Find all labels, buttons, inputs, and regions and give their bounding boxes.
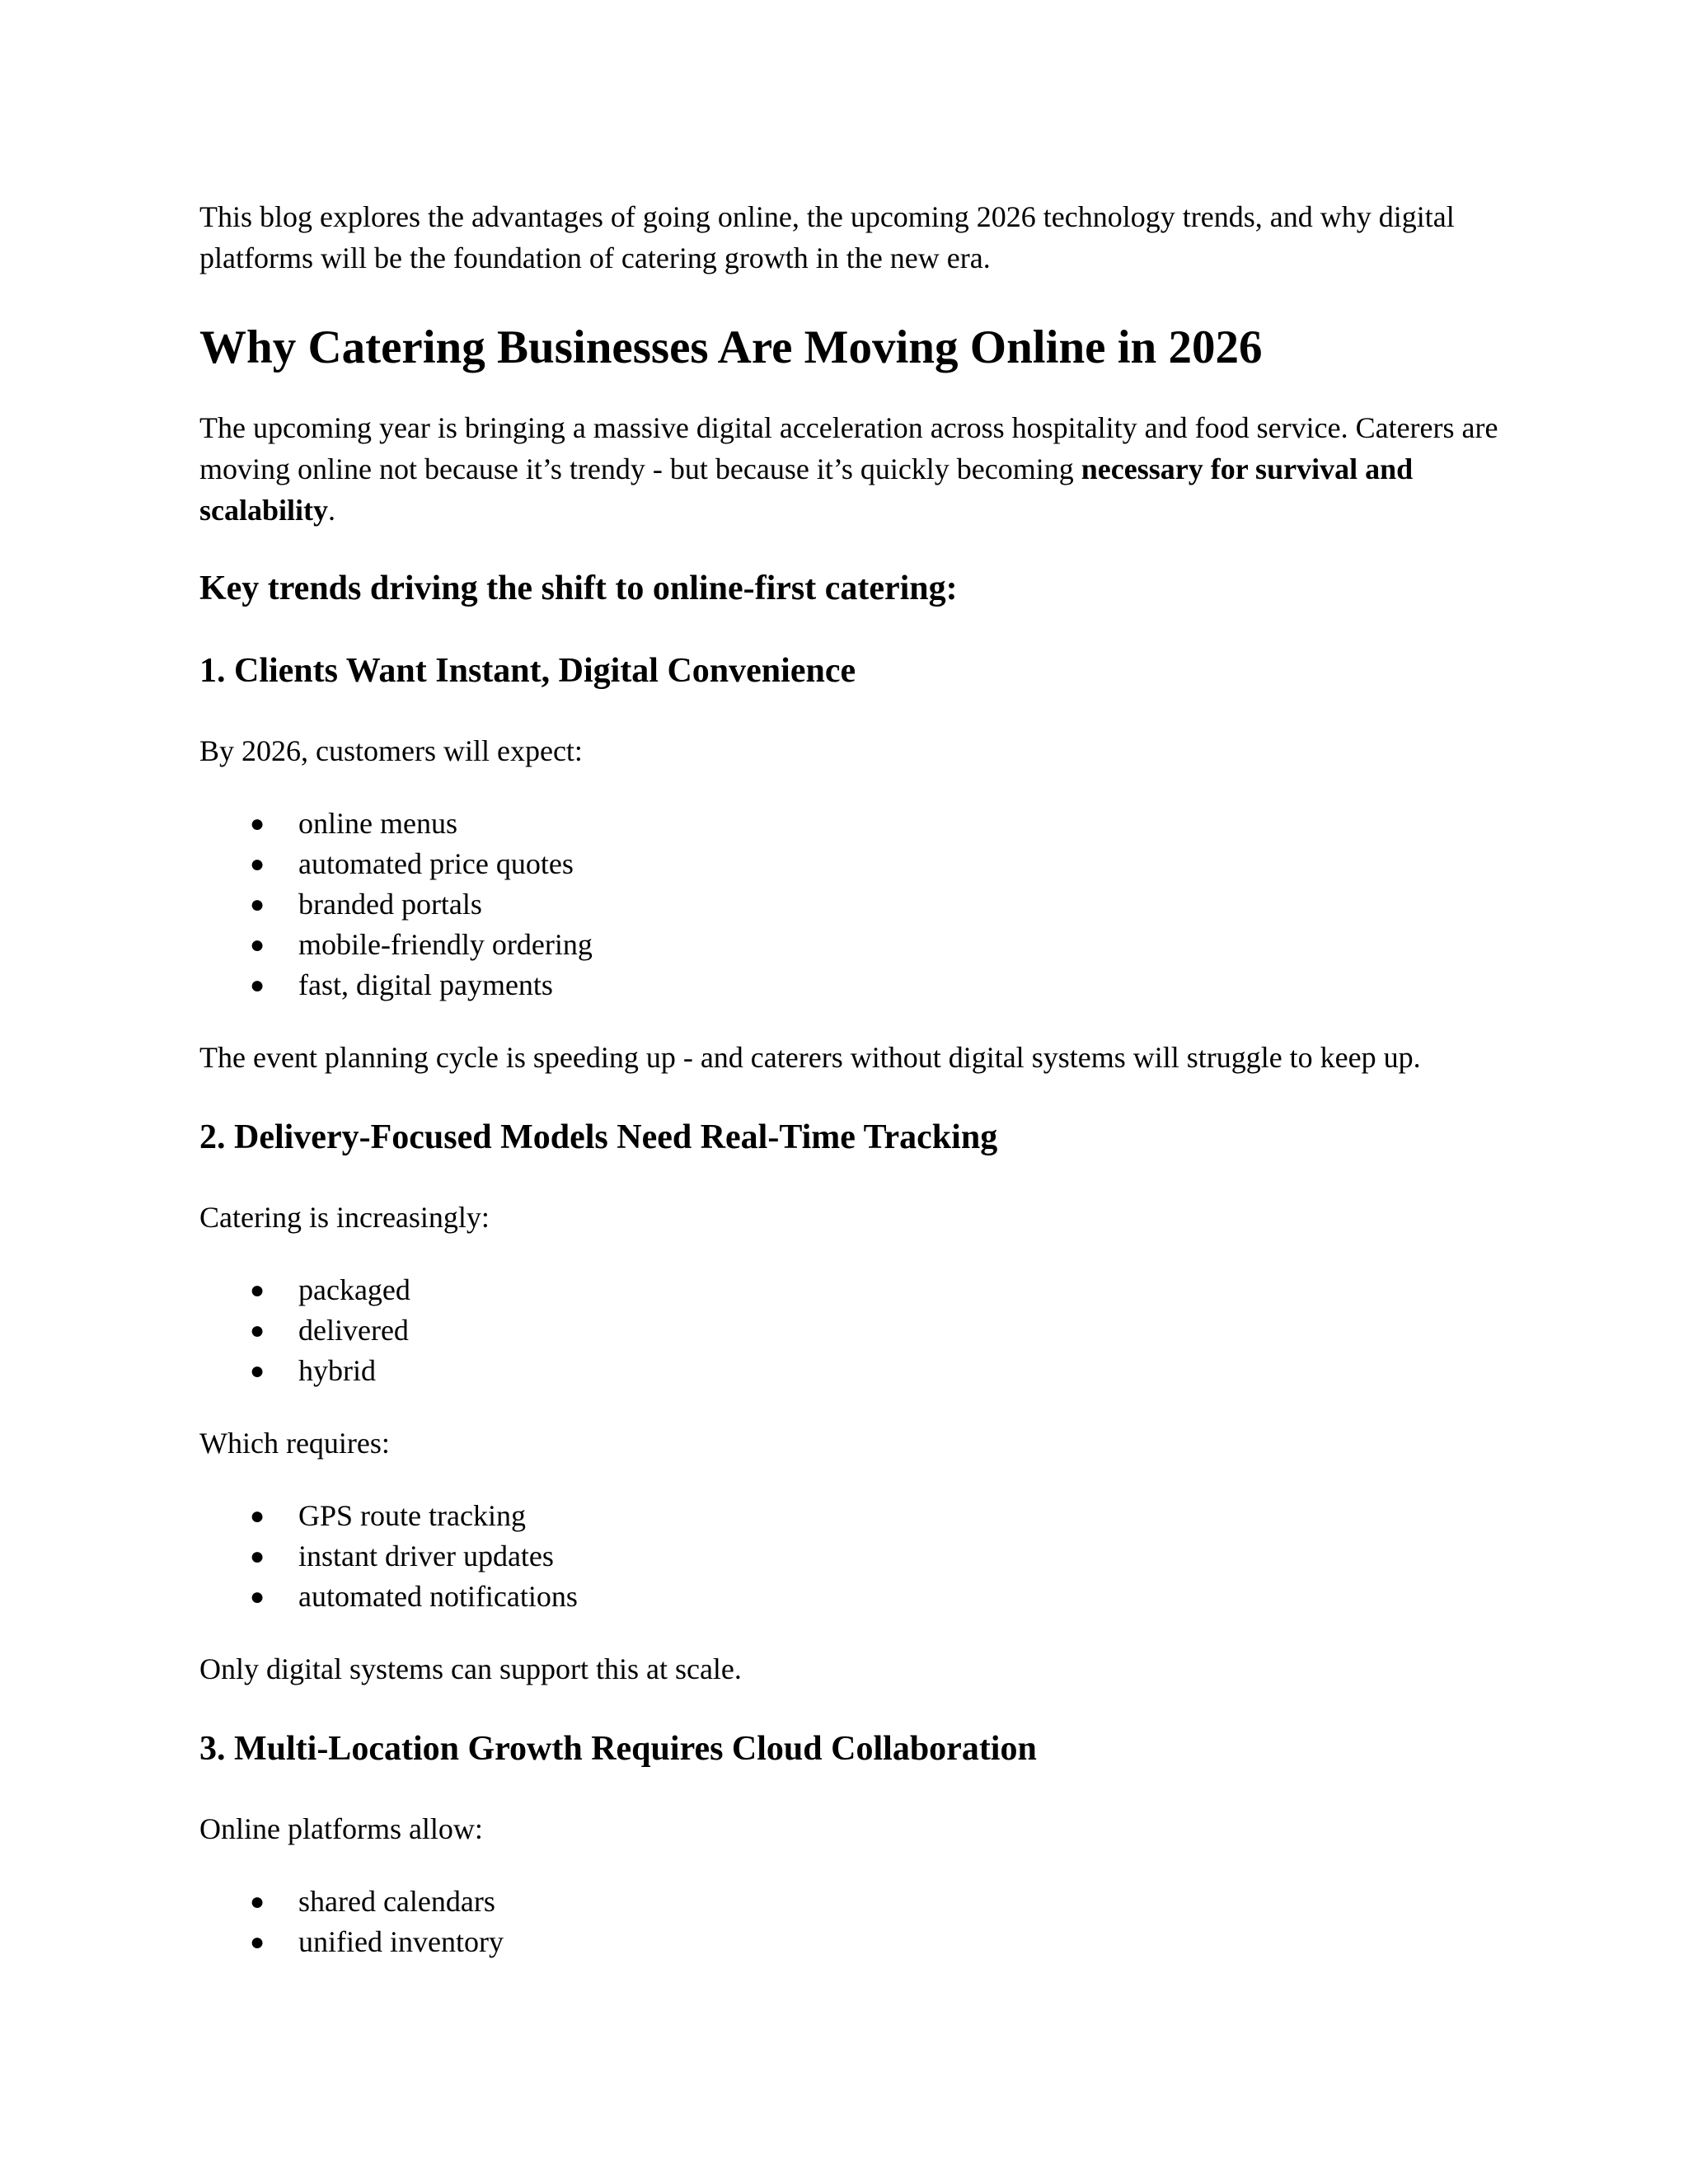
list-item (199, 1882, 1502, 1922)
list-item (199, 884, 1502, 925)
list-item (199, 965, 1502, 1005)
bullet-icon: ● (250, 1929, 265, 1956)
intro-paragraph: This blog explores the advantages of going online, the upcoming 2026 technology trends, and why digital platforms will be the foundation of catering growth in the new era. (199, 200, 1455, 274)
trend1-heading: 1. Clients Want Instant, Digital Convenience (199, 652, 856, 690)
list-item (199, 1577, 1502, 1617)
list-item-text: delivered (298, 1314, 409, 1347)
key-trends-heading: Key trends driving the shift to online-first catering: (199, 569, 958, 607)
section-paragraph (199, 407, 1502, 531)
list-item-text: automated notifications (298, 1580, 578, 1613)
bullet-icon: ● (250, 931, 265, 958)
trend3-list (199, 1882, 1502, 1962)
bullet-icon: ● (250, 972, 265, 999)
list-item-text: instant driver updates (298, 1540, 554, 1572)
trend1-closing: The event planning cycle is speeding up - and caterers without digital systems will struggle to keep up. (199, 1041, 1421, 1074)
list-item-text: hybrid (298, 1354, 376, 1387)
list-item (199, 1536, 1502, 1577)
list-item (199, 1310, 1502, 1351)
bullet-icon: ● (250, 1502, 265, 1530)
section-paragraph-bold: necessary for survival and scalability (199, 452, 1414, 527)
bullet-icon: ● (250, 1888, 265, 1915)
section-heading: Why Catering Businesses Are Moving Online in 2026 (199, 321, 1263, 373)
trend1-lead: By 2026, customers will expect: (199, 734, 583, 767)
trend2-heading: 2. Delivery-Focused Models Need Real-Time Tracking (199, 1118, 998, 1156)
list-item-text: shared calendars (298, 1885, 495, 1918)
list-item-text: fast, digital payments (298, 968, 553, 1001)
list-item-text: online menus (298, 807, 457, 840)
list-item (199, 804, 1502, 844)
bullet-icon: ● (250, 1277, 265, 1304)
bullet-icon: ● (250, 1583, 265, 1610)
list-item (199, 844, 1502, 884)
list-item-text: GPS route tracking (298, 1499, 526, 1532)
list-item (199, 1351, 1502, 1391)
trend2-list2 (199, 1496, 1502, 1617)
trend2-lead: Catering is increasingly: (199, 1201, 490, 1234)
list-item-text: packaged (298, 1273, 410, 1306)
list-item-text: automated price quotes (298, 847, 574, 880)
trend2-lead2: Which requires: (199, 1427, 390, 1460)
trend2-list (199, 1270, 1502, 1391)
list-item-text: unified inventory (298, 1925, 504, 1958)
list-item (199, 1270, 1502, 1310)
list-item (199, 1496, 1502, 1536)
bullet-icon: ● (250, 851, 265, 878)
bullet-icon: ● (250, 1317, 265, 1344)
section-paragraph-end: . (328, 494, 336, 527)
bullet-icon: ● (250, 891, 265, 918)
trend3-heading: 3. Multi-Location Growth Requires Cloud Collaboration (199, 1730, 1037, 1768)
document-content (199, 196, 1502, 1962)
list-item-text: branded portals (298, 888, 482, 921)
list-item (199, 1922, 1502, 1962)
list-item-text: mobile-friendly ordering (298, 928, 593, 961)
bullet-icon: ● (250, 810, 265, 837)
trend3-lead: Online platforms allow: (199, 1812, 483, 1845)
trend2-closing: Only digital systems can support this at scale. (199, 1652, 742, 1685)
list-item (199, 925, 1502, 965)
trend1-list (199, 804, 1502, 1005)
bullet-icon: ● (250, 1357, 265, 1385)
bullet-icon: ● (250, 1543, 265, 1570)
section-paragraph-text: The upcoming year is bringing a massive digital acceleration across hospitality and food service. Caterers are moving online not because it’s trendy - but because it’s quickly becoming (199, 411, 1498, 485)
